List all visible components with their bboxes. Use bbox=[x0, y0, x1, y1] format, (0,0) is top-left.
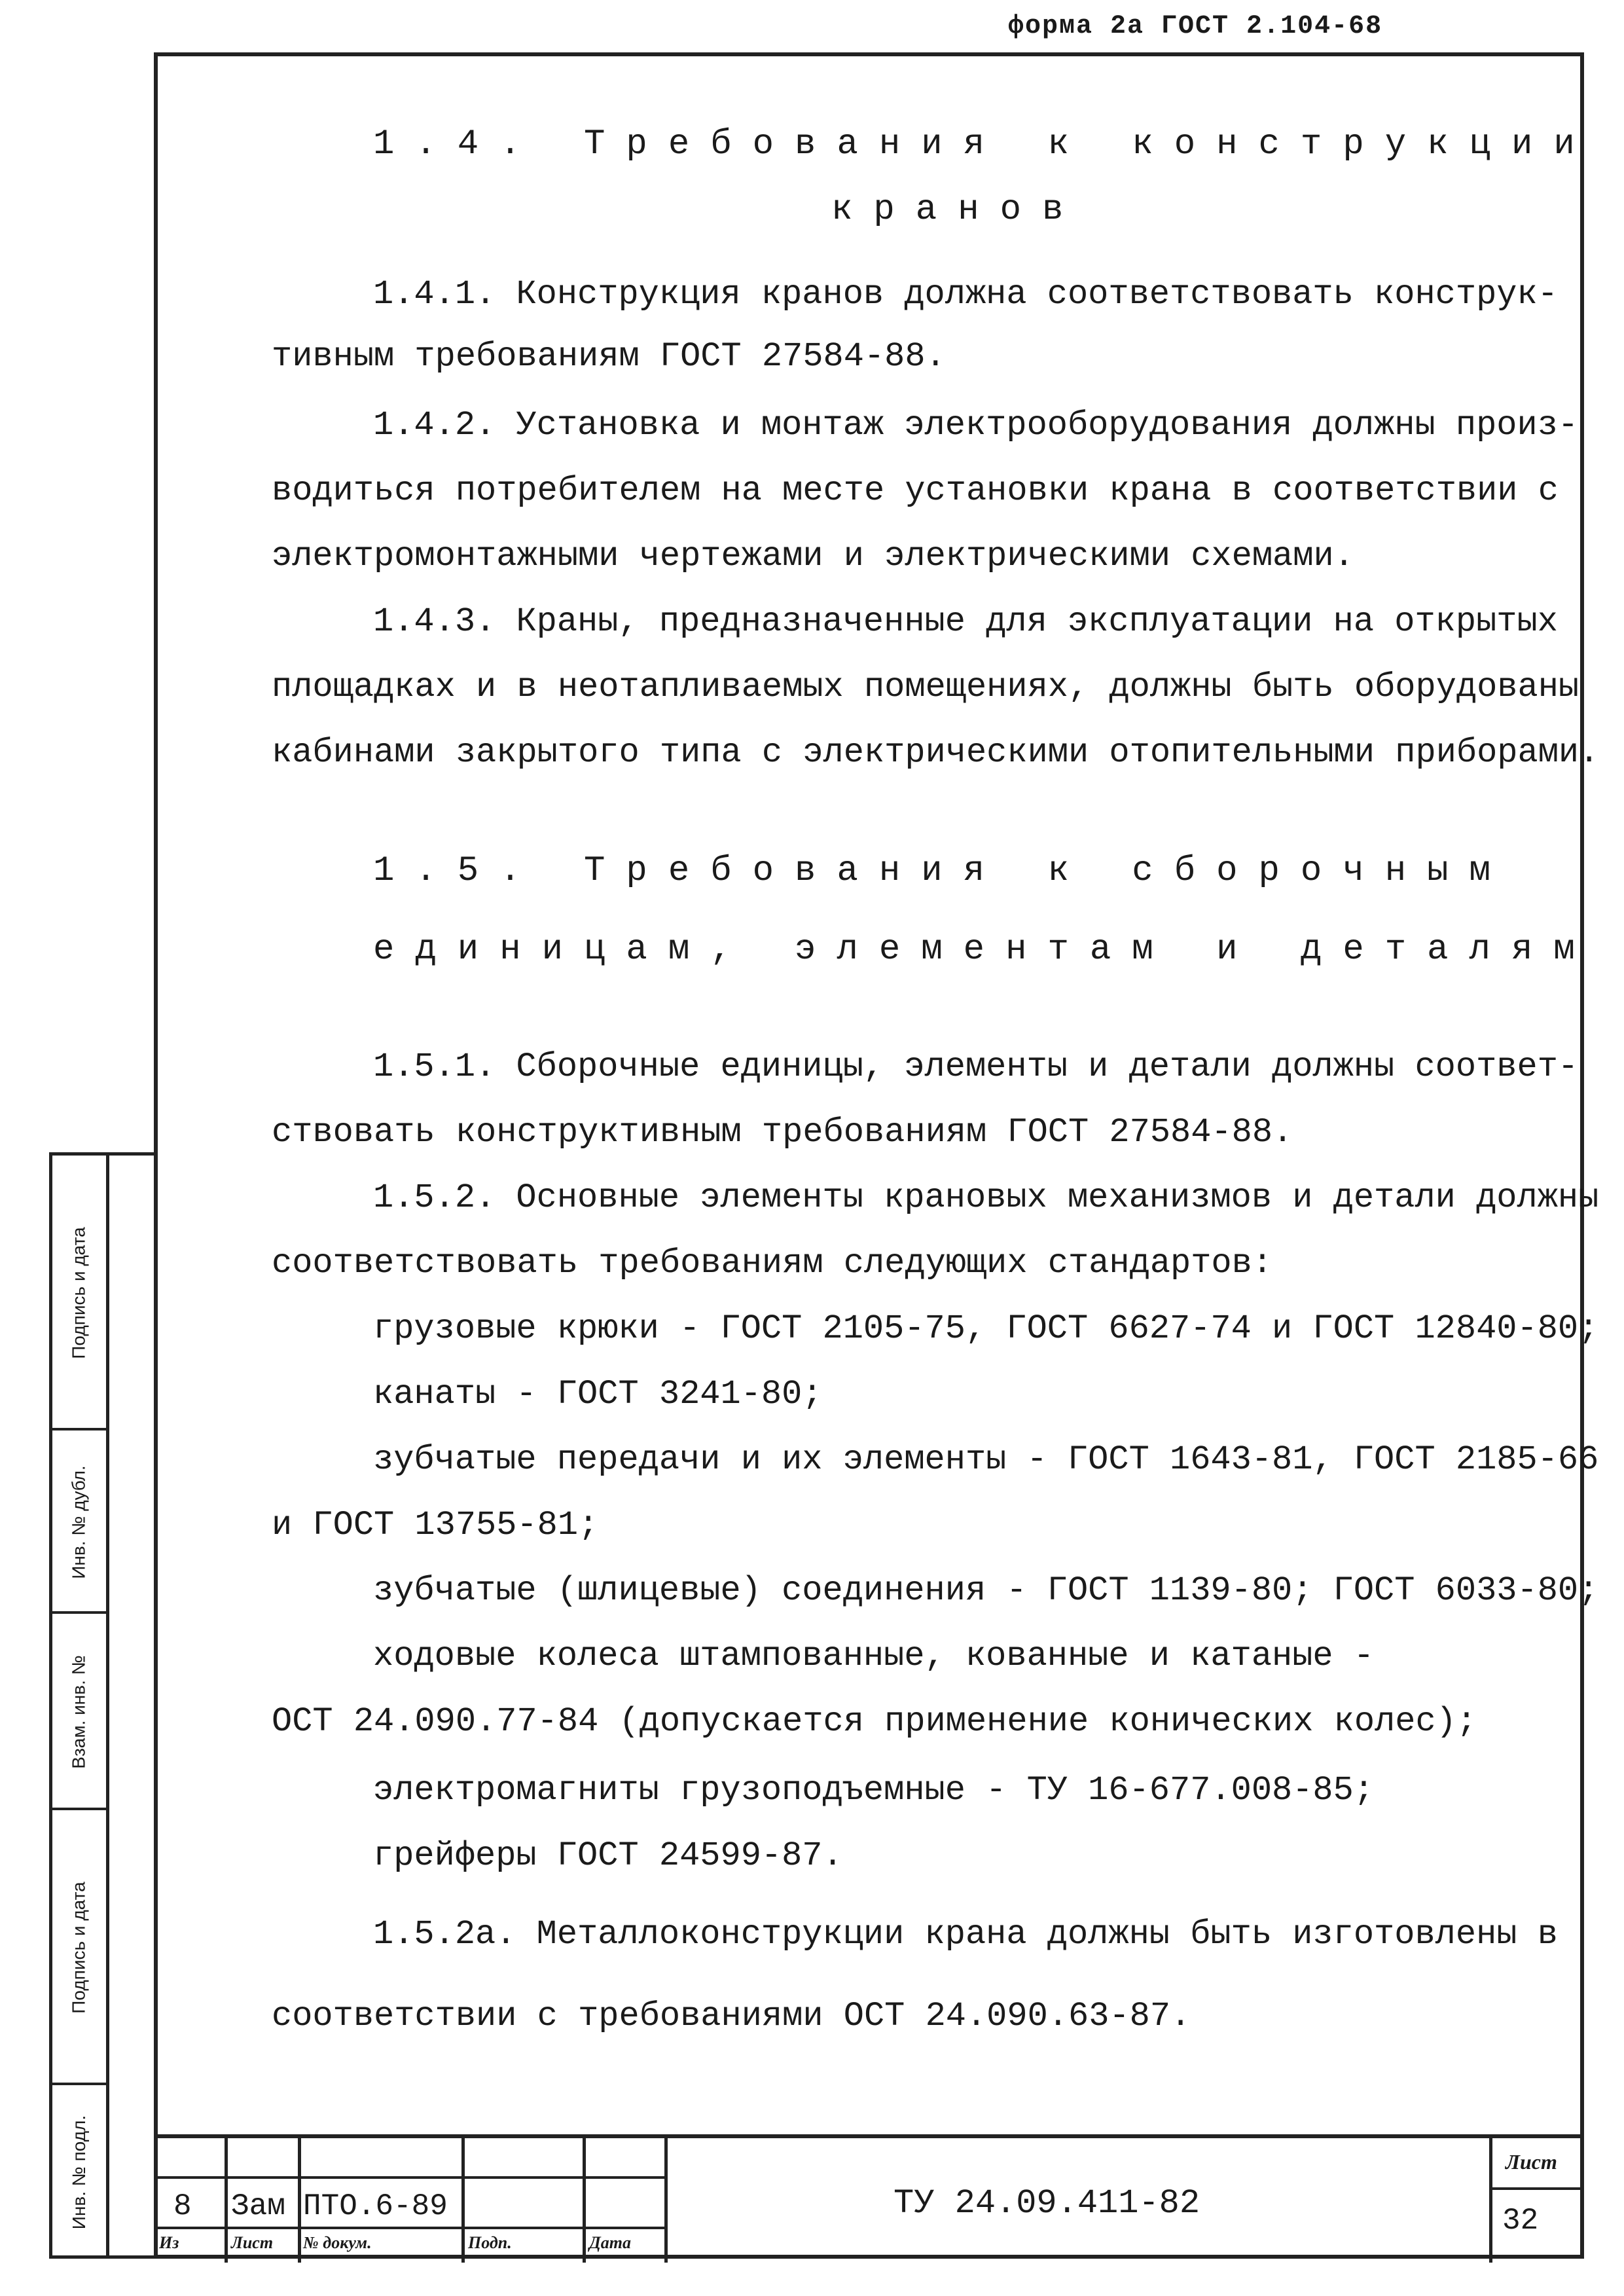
paragraph-1-4-3-line3: кабинами закрытого типа с электрическими отопительными приборами. bbox=[272, 733, 1600, 772]
document-number: ПТО.6-89 bbox=[303, 2189, 448, 2223]
paragraph-1-4-1-line2: тивным требованиям ГОСТ 27584-88. bbox=[272, 337, 946, 376]
header-change: Из bbox=[159, 2233, 179, 2252]
paragraph-1-4-2-line1: 1.4.2. Установка и монтаж электрооборудования должны произ- bbox=[373, 406, 1579, 445]
paragraph-1-4-3-line1: 1.4.3. Краны, предназначенные для эксплуатации на открытых bbox=[373, 602, 1558, 641]
paragraph-1-4-2-line3: электромонтажными чертежами и электрическими схемами. bbox=[272, 537, 1354, 575]
sheet-label: Лист bbox=[1506, 2150, 1557, 2174]
sheet-number: 32 bbox=[1502, 2204, 1539, 2238]
strip-label-signature-2: Подпись и дата bbox=[69, 1882, 90, 2014]
strip-divider bbox=[106, 1156, 109, 2259]
left-margin-strip bbox=[49, 1152, 154, 2259]
strip-label-signature-1: Подпись и дата bbox=[69, 1227, 90, 1359]
document-designation: ТУ 24.09.411-82 bbox=[893, 2184, 1200, 2223]
list-item-hooks: грузовые крюки - ГОСТ 2105-75, ГОСТ 6627-74 и ГОСТ 12840-80; bbox=[373, 1309, 1599, 1348]
header-sheet: Лист bbox=[231, 2233, 274, 2252]
list-item-splines: зубчатые (шлицевые) соединения - ГОСТ 1139-80; ГОСТ 6033-80; bbox=[373, 1571, 1599, 1610]
section-1-5-title-line1: 1.5. Требования к сборочным bbox=[373, 851, 1511, 891]
paragraph-1-4-2-line2: водиться потребителем на месте установки крана в соответствии с bbox=[272, 471, 1559, 510]
section-1-4-title-line2: кранов bbox=[831, 190, 1085, 230]
paragraph-1-5-2a-line2: соответствии с требованиями ОСТ 24.090.63-87. bbox=[272, 1997, 1191, 2035]
paragraph-1-5-1-line1: 1.5.1. Сборочные единицы, элементы и детали должны соответ- bbox=[373, 1048, 1579, 1086]
header-document: № докум. bbox=[303, 2233, 372, 2252]
paragraph-1-5-2-line1: 1.5.2. Основные элементы крановых механизмов и детали должны bbox=[373, 1178, 1599, 1217]
list-item-ropes: канаты - ГОСТ 3241-80; bbox=[373, 1375, 823, 1413]
change-number: 8 bbox=[173, 2189, 192, 2223]
section-1-5-title-line2: единицам, элементам и деталям bbox=[373, 930, 1596, 970]
strip-label-orig-inv: Инв. № подл. bbox=[69, 2115, 90, 2229]
list-item-gears-line1: зубчатые передачи и их элементы - ГОСТ 1643-81, ГОСТ 2185-66 bbox=[373, 1440, 1599, 1479]
paragraph-1-5-1-line2: ствовать конструктивным требованиям ГОСТ 27584-88. bbox=[272, 1113, 1293, 1152]
paragraph-1-4-3-line2: площадках и в неотапливаемых помещениях, должны быть оборудованы bbox=[272, 668, 1579, 706]
list-item-wheels-line2: ОСТ 24.090.77-84 (допускается применение конических колес); bbox=[272, 1702, 1477, 1741]
title-block bbox=[154, 2134, 1584, 2259]
list-item-grabs: грейферы ГОСТ 24599-87. bbox=[373, 1836, 843, 1875]
list-item-magnets: электромагниты грузоподъемные - ТУ 16-677.008-85; bbox=[373, 1771, 1375, 1810]
list-item-gears-line2: и ГОСТ 13755-81; bbox=[272, 1506, 599, 1544]
strip-label-replace-inv: Взам. инв. № bbox=[69, 1655, 89, 1769]
section-1-4-title-line1: 1.4. Требования к конструкции bbox=[373, 124, 1596, 164]
change-type: Зам bbox=[231, 2189, 285, 2223]
paragraph-1-5-2a-line1: 1.5.2а. Металлоконструкции крана должны быть изготовлены в bbox=[373, 1915, 1558, 1954]
paragraph-1-5-2-line2: соответствовать требованиям следующих стандартов: bbox=[272, 1244, 1273, 1283]
form-label: форма 2а ГОСТ 2.104-68 bbox=[1008, 12, 1383, 41]
strip-label-dup-inv: Инв. № дубл. bbox=[69, 1465, 90, 1579]
header-date: Дата bbox=[589, 2233, 631, 2252]
paragraph-1-4-1-line1: 1.4.1. Конструкция кранов должна соответствовать конструк- bbox=[373, 275, 1558, 314]
list-item-wheels-line1: ходовые колеса штампованные, кованные и катаные - bbox=[373, 1637, 1375, 1675]
header-signature: Подп. bbox=[468, 2233, 512, 2252]
